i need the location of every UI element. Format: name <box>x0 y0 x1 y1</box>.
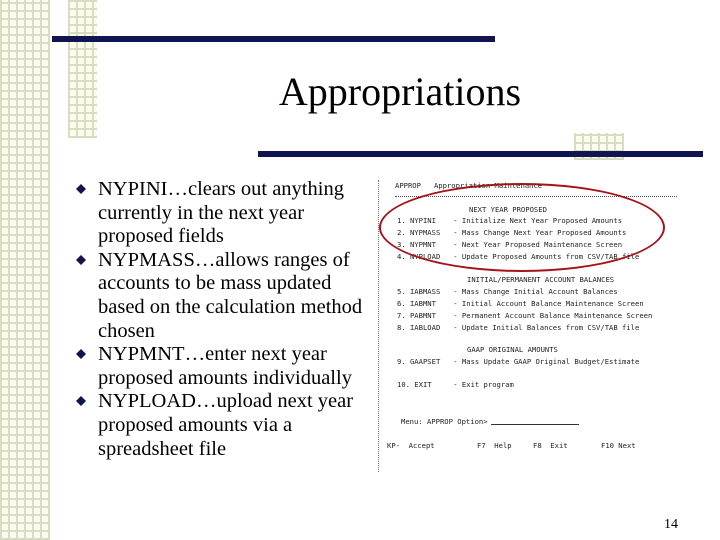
prompt-input-underline <box>491 424 579 425</box>
menu-item-nypload: 4. NYPLOAD - Update Proposed Amounts from CSV/TAB file <box>397 252 640 261</box>
menu-item-nypini: 1. NYPINI - Initialize Next Year Proposed Amounts <box>397 216 623 225</box>
menu-prompt: Menu: APPROP Option> <box>401 417 488 426</box>
diamond-bullet-icon <box>76 184 86 194</box>
menu-item-exit: 10. EXIT - Exit program <box>397 380 514 389</box>
bullet-text: NYPMNT…enter next year proposed amounts individually <box>98 343 352 389</box>
section-heading-gaap: GAAP ORIGINAL AMOUNTS <box>467 345 558 354</box>
slide-title: Appropriations <box>278 69 522 114</box>
menu-item-gaapset: 9. GAAPSET - Mass Update GAAP Original Budget/Estimate <box>397 357 640 366</box>
title-rule-bottom <box>258 151 703 157</box>
diamond-bullet-icon <box>76 396 86 406</box>
menu-item-pabmnt: 7. PABMNT - Permanent Account Balance Maintenance Screen <box>397 311 653 320</box>
decorative-grid-block-top <box>68 0 97 138</box>
bullet-item <box>76 178 368 249</box>
bullet-item <box>76 343 368 390</box>
decorative-grid-strip <box>0 0 50 540</box>
page-number: 14 <box>664 517 678 532</box>
function-key-accept: KP- Accept <box>387 441 435 450</box>
menu-item-iabmnt: 6. IABMNT - Initial Account Balance Maintenance Screen <box>397 299 644 308</box>
menu-item-iabmass: 5. IABMASS - Mass Change Initial Account Balances <box>397 287 618 296</box>
function-key-exit: F8 Exit <box>533 441 568 450</box>
menu-item-nypmnt: 3. NYPMNT - Next Year Proposed Maintenance Screen <box>397 240 623 249</box>
function-key-next: F10 Next <box>601 441 636 450</box>
title-rule-top <box>52 36 495 42</box>
bullet-text: NYPINI…clears out anything currently in the next year proposed fields <box>98 178 344 248</box>
bullet-item <box>76 249 368 343</box>
diamond-bullet-icon <box>76 349 86 359</box>
diamond-bullet-icon <box>76 255 86 265</box>
function-key-help: F7 Help <box>477 441 512 450</box>
bullet-list <box>76 178 368 461</box>
screen-header: APPROP Appropriation Maintenance <box>395 181 543 190</box>
bullet-text: NYPMASS…allows ranges of accounts to be mass updated based on the calculation method chosen <box>98 248 363 342</box>
bullet-text: NYPLOAD…upload next year proposed amounts via a spreadsheet file <box>98 390 354 460</box>
section-heading-next-year: NEXT YEAR PROPOSED <box>469 205 547 214</box>
menu-item-iabload: 8. IABLOAD - Update Initial Balances from CSV/TAB file <box>397 323 640 332</box>
section-heading-initial-permanent: INITIAL/PERMANENT ACCOUNT BALANCES <box>467 275 615 284</box>
menu-item-nypmass: 2. NYPMASS - Mass Change Next Year Proposed Amounts <box>397 228 627 237</box>
highlight-oval <box>379 183 665 272</box>
bullet-item <box>76 390 368 461</box>
